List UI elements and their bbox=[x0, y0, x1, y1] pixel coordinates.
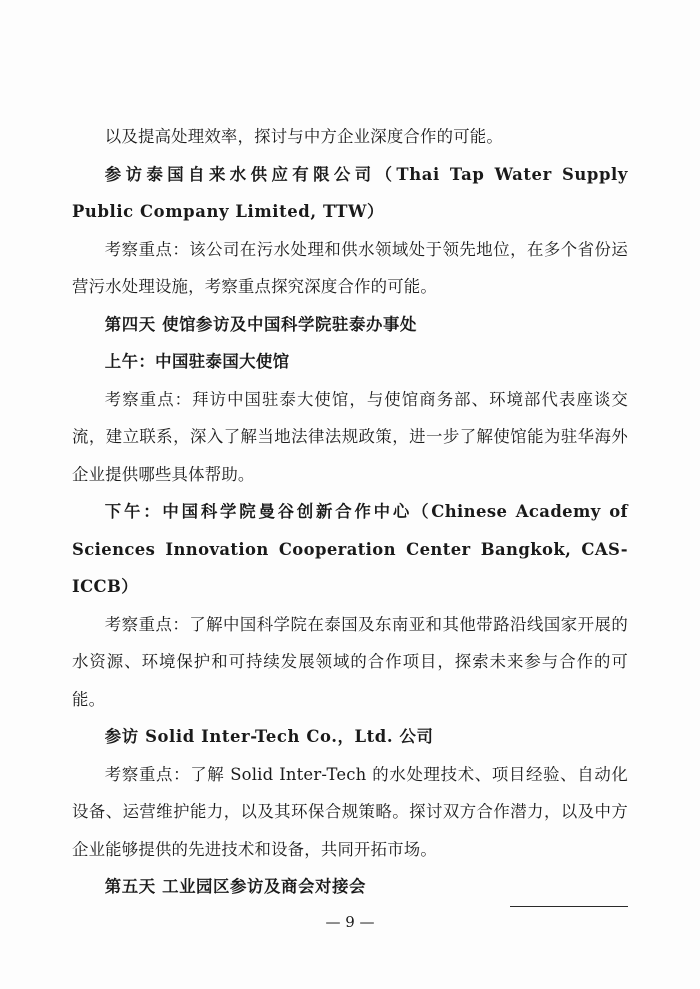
document-body bbox=[72, 118, 628, 906]
paragraph-continuation: 以及提高处理效率，探讨与中方企业深度合作的可能。 bbox=[104, 127, 503, 146]
heading-afternoon-casiccb: 下午：中国科学院曼谷创新合作中心（Chinese Academy of Sciences Innovation Cooperation Center Bangkok, CAS-ICCB） bbox=[72, 502, 628, 596]
footer-rule bbox=[510, 906, 628, 907]
heading-morning-embassy: 上午：中国驻泰国大使馆 bbox=[104, 352, 290, 371]
heading-solid-intertech-visit: 参访 Solid Inter-Tech Co.，Ltd. 公司 bbox=[104, 727, 434, 746]
heading-day-four: 第四天 使馆参访及中国科学院驻泰办事处 bbox=[104, 314, 417, 334]
heading-ttw-visit bbox=[72, 156, 628, 231]
paragraph-embassy-focus: 考察重点：拜访中国驻泰大使馆，与使馆商务部、环境部代表座谈交流，建立联系，深入了解当地法律法规政策，进一步了解使馆能为驻华海外企业提供哪些具体帮助。 bbox=[72, 389, 628, 484]
heading-ttw-text: 参访泰国自来水供应有限公司（Thai Tap Water Supply Public Company Limited, TTW） bbox=[72, 164, 628, 221]
paragraph-casiccb-focus: 考察重点：了解中国科学院在泰国及东南亚和其他带路沿线国家开展的水资源、环境保护和可持续发展领域的合作项目，探索未来参与合作的可能。 bbox=[72, 614, 628, 709]
paragraph-solid-intertech-focus: 考察重点：了解 Solid Inter-Tech 的水处理技术、项目经验、自动化设备、运营维护能力，以及其环保合规策略。探讨双方合作潜力，以及中方企业能够提供的先进技术和设备，共同开拓市场。 bbox=[72, 764, 628, 859]
paragraph-ttw-focus: 考察重点：该公司在污水处理和供水领域处于领先地位，在多个省份运营污水处理设施，考察重点探究深度合作的可能。 bbox=[72, 239, 628, 296]
page-number: — 9 — bbox=[325, 913, 375, 931]
heading-day-five: 第五天 工业园区参访及商会对接会 bbox=[104, 877, 366, 896]
